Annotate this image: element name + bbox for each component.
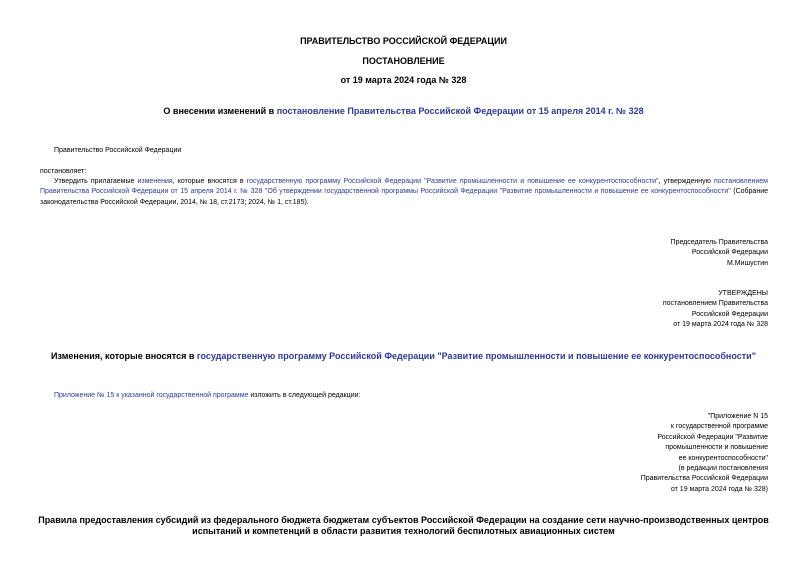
decision-text: (Собрание законодательства Российской Федерации, 2014, № 18, ст.2173; 2024, № 1, ст.185). xyxy=(40,188,768,206)
annex-header-line: промышленности и повышение xyxy=(665,444,768,452)
document-title-prefix: О внесении изменений в xyxy=(163,106,277,116)
annex-header-line: ее конкурентоспособности" xyxy=(678,454,768,462)
amended-resolution-link[interactable]: постановление Правительства Российской Федерации от 15 апреля 2014 г. № 328 xyxy=(276,106,644,116)
annex-paragraph-rest: изложить в следующей редакции: xyxy=(248,392,361,399)
decides-line: постановляет: xyxy=(40,168,87,175)
annex-header-line: Правительства Российской Федерации xyxy=(640,475,768,483)
annex-header-line: "Приложение N 15 xyxy=(707,413,768,420)
document-type: ПОСТАНОВЛЕНИЕ xyxy=(362,56,445,66)
signature-block xyxy=(671,238,768,269)
approval-line: постановлением Правительства xyxy=(662,300,768,308)
rules-title xyxy=(0,515,807,537)
annex-15-link[interactable]: Приложение № 15 xyxy=(54,392,115,399)
changes-heading-prefix: Изменения, которые вносятся в xyxy=(51,351,197,361)
approval-title: УТВЕРЖДЕНЫ xyxy=(718,290,768,297)
annex-header-line: к государственной программе xyxy=(670,423,768,431)
annex-paragraph xyxy=(54,391,360,401)
decision-text: , которые вносятся в xyxy=(172,178,247,185)
rules-title-line: испытаний и компетенций в области развития технологий беспилотных авиационных систем xyxy=(192,526,615,536)
government-line: Правительство Российской Федерации xyxy=(54,147,182,154)
changes-link[interactable]: изменения xyxy=(137,178,173,185)
decision-text: , утвержденную xyxy=(658,178,714,185)
annex-header xyxy=(641,412,768,495)
annex-header-line: (в редакции постановления xyxy=(678,465,768,473)
document-title xyxy=(0,106,807,116)
decision-text: Утвердить прилагаемые xyxy=(54,178,138,185)
signature-position: Председатель Правительства xyxy=(670,239,768,246)
changes-program-link[interactable]: государственную программу Российской Федерации "Развитие промышленности и повышение ее конкурентоспособности" xyxy=(196,351,756,361)
resolution-2014-link[interactable]: постановлением Правительства Российской Федерации от 15 апреля 2014 г. № 328 "Об утверждении государственной программы Российской Федерации "Развитие промышленности и повышение ее конкурентоспособности" xyxy=(40,178,768,196)
program-reference-link[interactable]: указанной государственной программе xyxy=(121,392,249,399)
state-program-link[interactable]: государственную программу Российской Федерации "Развитие промышленности и повышение ее конкурентоспособности" xyxy=(246,178,659,185)
annex-connector: к xyxy=(114,392,122,399)
approval-line: Российской Федерации xyxy=(691,310,768,318)
decision-paragraph xyxy=(40,177,768,208)
changes-heading xyxy=(0,351,807,361)
government-heading: ПРАВИТЕЛЬСТВО РОССИЙСКОЙ ФЕДЕРАЦИИ xyxy=(300,36,507,46)
annex-header-line: Российской Федерации "Развитие xyxy=(657,433,768,441)
signature-name: М.Мишустин xyxy=(726,259,768,267)
signature-organization: Российской Федерации xyxy=(691,249,768,257)
approval-date: от 19 марта 2024 года № 328 xyxy=(673,321,768,329)
document-date-number: от 19 марта 2024 года № 328 xyxy=(340,75,467,85)
approval-stamp xyxy=(663,289,768,331)
annex-header-line: от 19 марта 2024 года № 328) xyxy=(670,485,768,493)
rules-title-line: Правила предоставления субсидий из федерального бюджета бюджетам субъектов Российской Федерации на создание сети научно-производственных центров xyxy=(38,515,769,525)
